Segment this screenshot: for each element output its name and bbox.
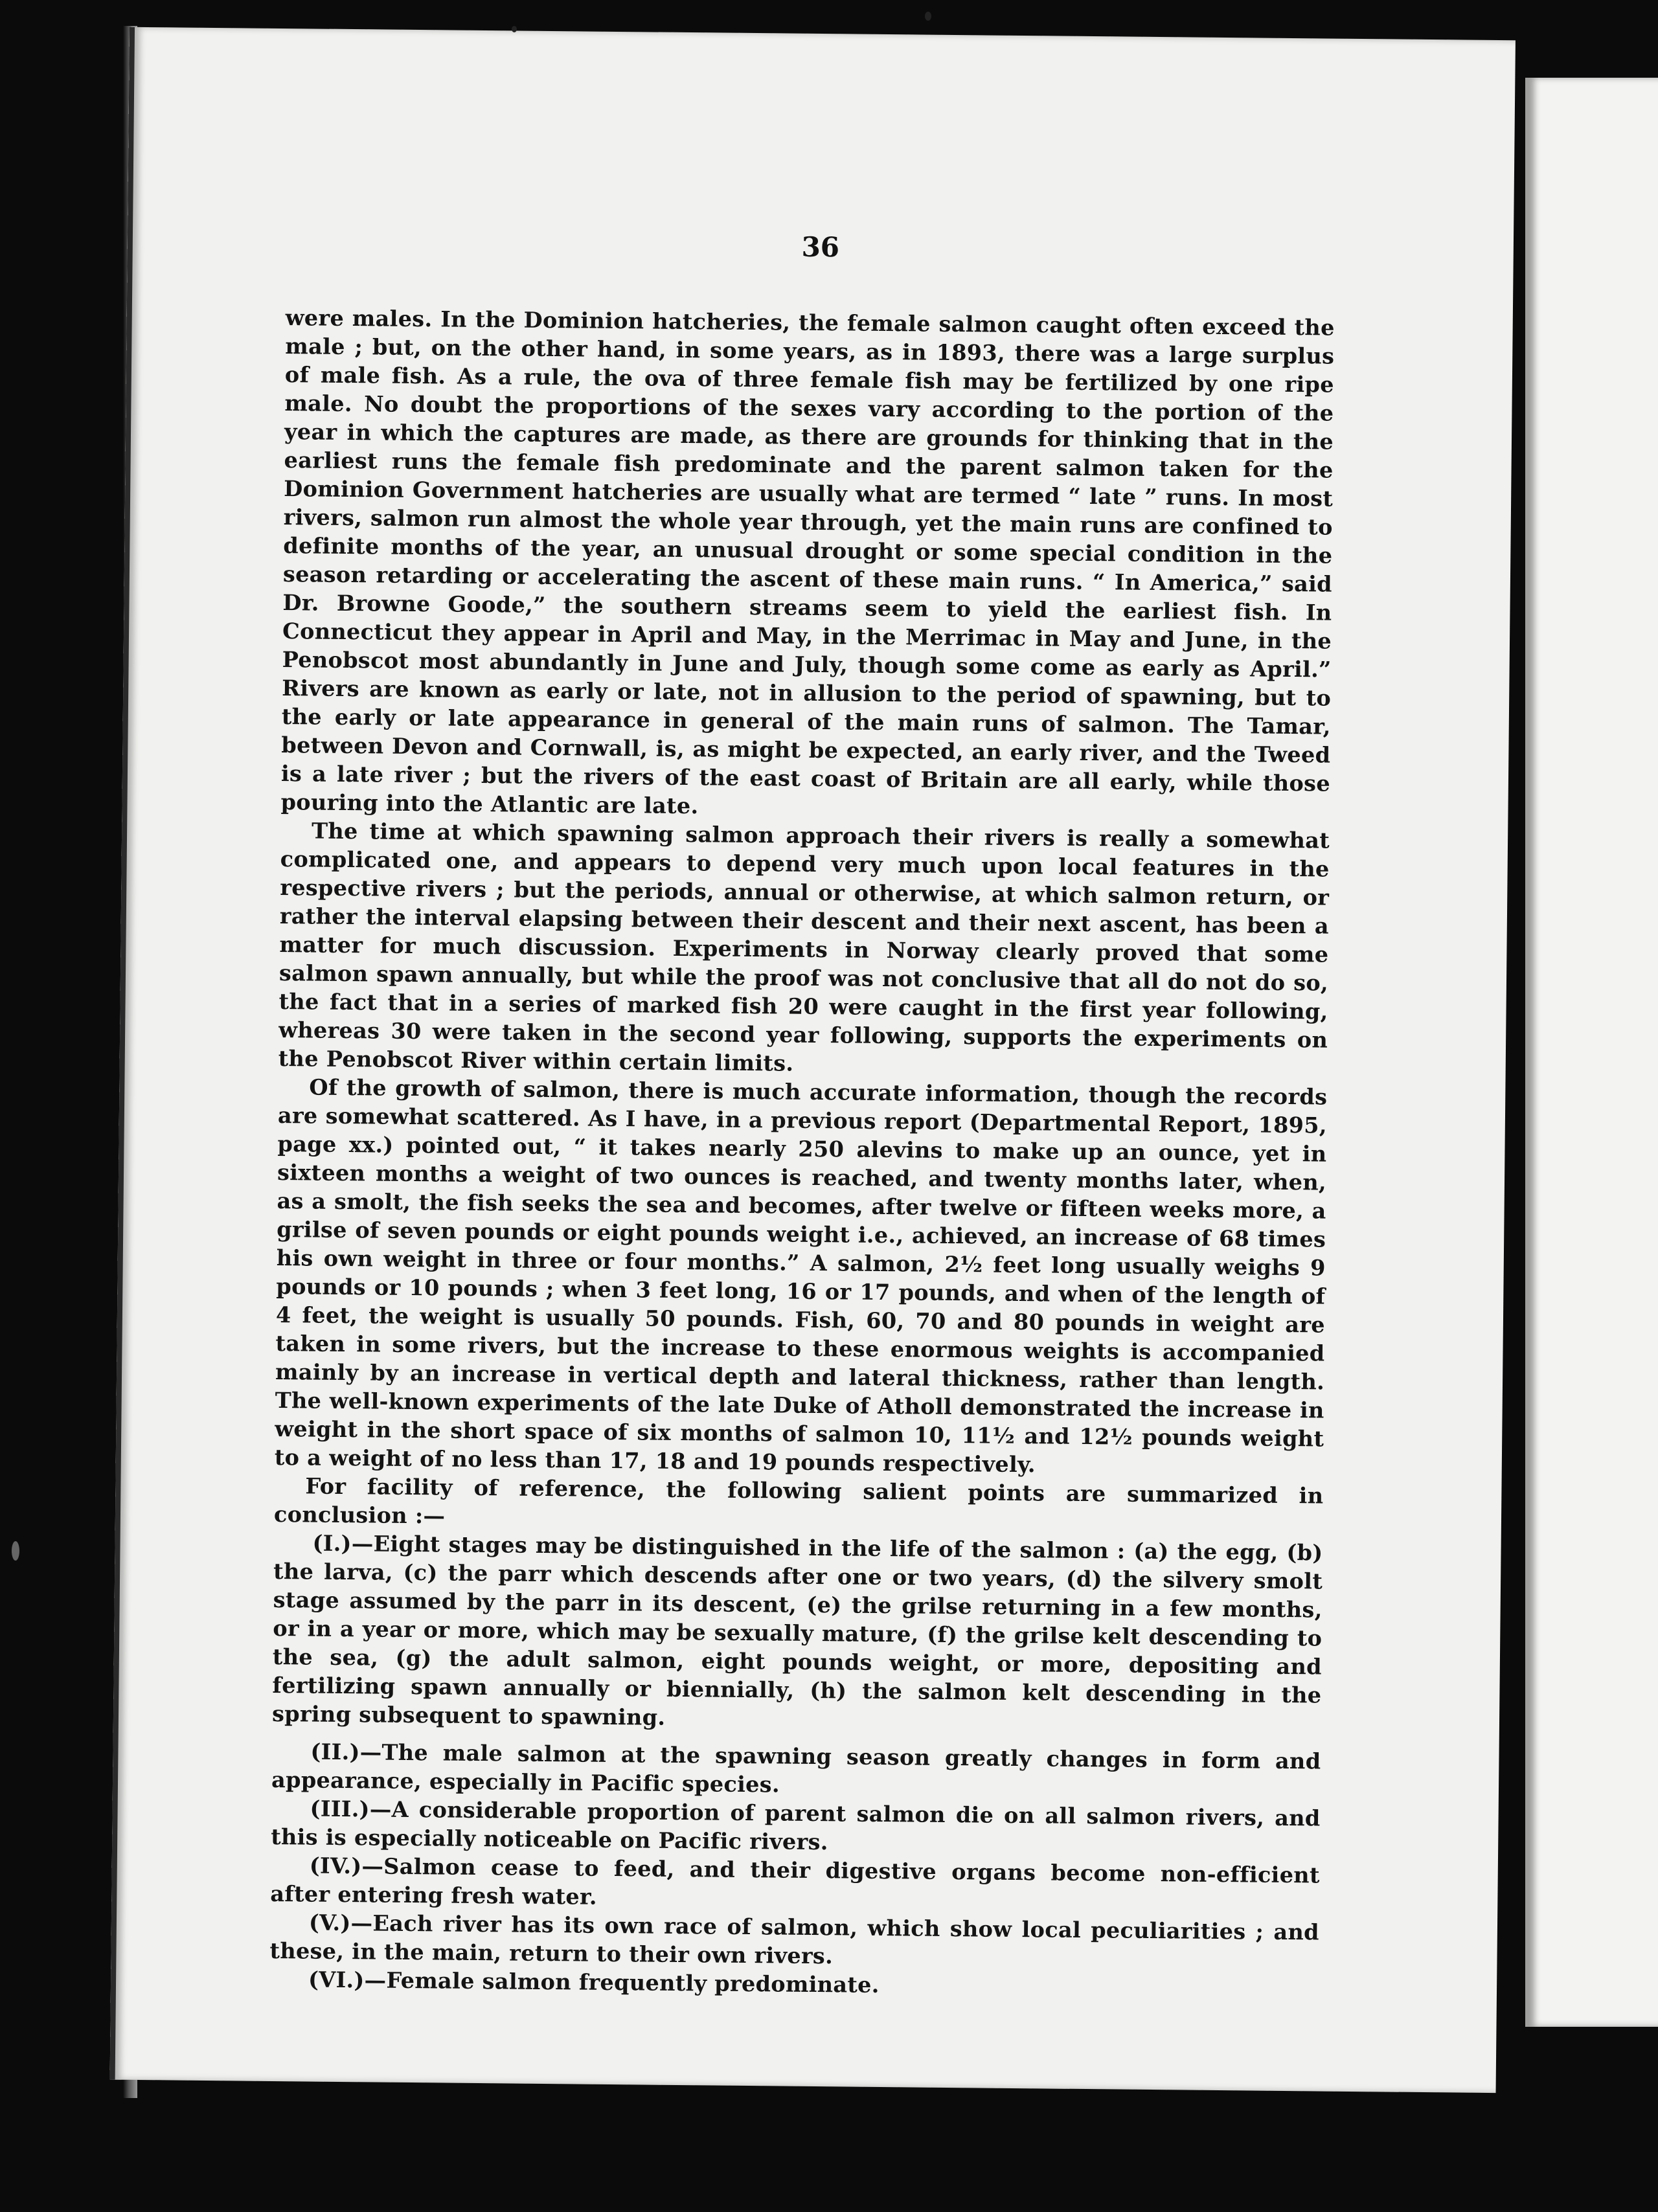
- page-number: 36: [801, 231, 840, 264]
- summary-point-3: (III.)—A considerable proportion of parent salmon die on all salmon rivers, and this is especially noticeable on Pacific rivers.: [271, 1796, 1321, 1855]
- summary-point-5: (V.)—Each river has its own race of salmon, which show local peculiarities ; and these, in the main, return to their own rivers.: [269, 1910, 1320, 1969]
- facing-page-edge: [1525, 78, 1658, 2027]
- scan-speck: [12, 1541, 19, 1561]
- paragraph-spawning-time: The time at which spawning salmon approach their rivers is really a somewhat complicated one, and appears to depend very much upon local features in the respective rivers ; but the periods, annual or otherwise, at which salmon return, or rather the interval elapsing between their descent and their next ascent, has been a matter for much discussion. Experiments in Norway clearly proved that some salmon spawn annually, but while the proof was not conclusive that all do not do so, the fact that in a series of marked fish 20 were caught in the first year following, whereas 30 were taken in the second year following, supports the experiments on the Penobscot River within certain limits.: [278, 818, 1330, 1076]
- paragraph-continued: were males. In the Dominion hatcheries, the female salmon caught often exceed the male ; but, on the other hand, in some years, as in 1893, there was a large surplus of male fish. As a rule, the ova of three female fish may be fertilized by one ripe male. No doubt the proportions of the sexes vary according to the portion of the year in which the captures are made, as there are grounds for thinking that in the earliest runs the female fish predominate and the parent salmon taken for the Dominion Government hatcheries are usually what are termed “ late ” runs. In most rivers, salmon run almost the whole year through, yet the main runs are confined to definite months of the year, an unusual drought or some special condition in the season retarding or accelerating the ascent of these main runs. “ In America,” said Dr. Browne Goode,” the southern streams seem to yield the earliest fish. In Connecticut they appear in April and May, in the Merrimac in May and June, in the Penobscot most abundantly in June and July, though some come as early as April.” Rivers are known as early or late, not in allusion to the period of spawning, but to the early or late appearance in general of the main runs of salmon. The Tamar, between Devon and Cornwall, is, as might be expected, an early river, and the Tweed is a late river ; but the rivers of the east coast of Britain are all early, while those pouring into the Atlantic are late.: [280, 305, 1335, 819]
- document-page: [110, 27, 1516, 2093]
- summary-point-2: (II.)—The male salmon at the spawning season greatly changes in form and appearance, especially in Pacific species.: [271, 1739, 1321, 1798]
- paragraph-summary-intro: For facility of reference, the following salient points are summarized in conclusion :—: [273, 1473, 1324, 1529]
- summary-point-4: (IV.)—Salmon cease to feed, and their digestive organs become non-efficient after entering fresh water.: [270, 1853, 1320, 1910]
- summary-point-6: (VI.)—Female salmon frequently predominate.: [308, 1967, 880, 1998]
- scan-speck: [512, 26, 517, 32]
- paragraph-growth: Of the growth of salmon, there is much accurate information, though the records are somewhat scattered. As I have, in a previous report (Departmental Report, 1895, page xx.) pointed out, “ it takes nearly 250 alevins to make up an ounce, yet in sixteen months a weight of two ounces is reached, and twenty months later, when, as a smolt, the fish seeks the sea and becomes, after twelve or fifteen weeks more, a grilse of seven pounds or eight pounds weight i.e., achieved, an increase of 68 times his own weight in three or four months.” A salmon, 2½ feet long usually weighs 9 pounds or 10 pounds ; when 3 feet long, 16 or 17 pounds, and when of the length of 4 feet, the weight is usually 50 pounds. Fish, 60, 70 and 80 pounds in weight are taken in some rivers, but the increase to these enormous weights is accompanied mainly by an increase in vertical depth and lateral thickness, rather than length. The well-known experiments of the late Duke of Atholl demonstrated the increase in weight in the short space of six months of salmon 10, 11½ and 12½ pounds weight to a weight of no less than 17, 18 and 19 pounds respectively.: [274, 1074, 1328, 1478]
- body-text: [269, 304, 1335, 2003]
- summary-point-1: (I.)—Eight stages may be distinguished in the life of the salmon : (a) the egg, (b) the larva, (c) the parr which descends after one or two years, (d) the silvery smolt stage assumed by the parr in its descent, (e) the grilse returning in a few months, or in a year or more, which may be sexually mature, (f) the grilse kelt descending to the sea, (g) the adult salmon, eight pounds weight, or more, depositing and fertilizing spawn annually or biennially, (h) the salmon kelt descending in the spring subsequent to spawning.: [271, 1530, 1323, 1730]
- scan-speck: [925, 12, 931, 21]
